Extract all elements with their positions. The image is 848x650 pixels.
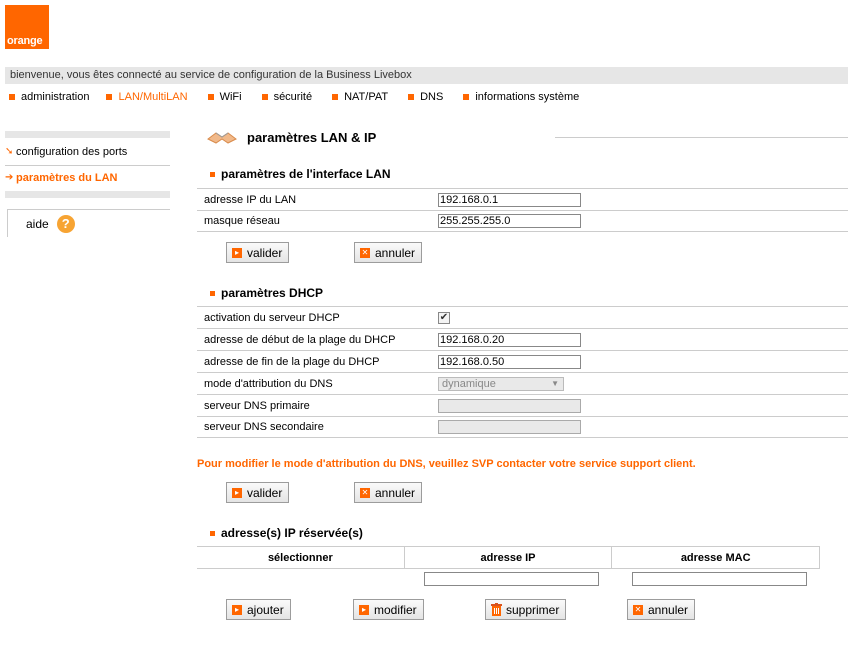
button-label: supprimer	[506, 602, 560, 617]
close-icon: ✕	[361, 487, 369, 497]
bullet-icon	[208, 94, 214, 100]
checkmark-icon: ✔	[439, 312, 449, 323]
column-header-mac: adresse MAC	[612, 547, 820, 569]
orange-logo	[5, 5, 49, 49]
button-label: annuler	[375, 245, 416, 260]
dhcp-validate-button[interactable]	[226, 482, 289, 503]
nav-label: WiFi	[219, 91, 242, 103]
dhcp-start-label: adresse de début de la plage du DHCP	[204, 333, 396, 346]
bullet-icon	[463, 94, 469, 100]
bullet-icon	[106, 94, 112, 100]
top-nav	[9, 91, 599, 103]
button-label: valider	[247, 485, 283, 500]
dns-mode-row	[197, 372, 848, 394]
button-label: annuler	[648, 602, 689, 617]
close-icon: ✕	[634, 604, 642, 614]
lan-ip-row	[197, 188, 848, 210]
nav-label: administration	[21, 91, 90, 103]
help-label: aide	[26, 216, 49, 231]
chevron-down-icon: ▼	[551, 378, 559, 388]
nav-label: DNS	[420, 91, 444, 103]
dns-mode-label: mode d'attribution du DNS	[204, 377, 333, 390]
lan-mask-input[interactable]	[438, 214, 581, 228]
sidebar-item-label: configuration des ports	[16, 146, 128, 158]
column-header-select: sélectionner	[197, 547, 404, 569]
bullet-icon	[332, 94, 338, 100]
dhcp-section-title	[210, 286, 323, 300]
arrow-right-icon: ➔	[5, 172, 14, 183]
bullet-icon	[210, 291, 215, 296]
dhcp-start-input[interactable]	[438, 333, 581, 347]
dns1-row	[197, 394, 848, 416]
lan-ip-input[interactable]	[438, 193, 581, 207]
sidebar-bottom-bar	[5, 191, 170, 198]
lan-section-title	[210, 167, 391, 181]
button-label: modifier	[374, 602, 417, 617]
reserved-ip-input[interactable]	[424, 572, 599, 586]
dhcp-enable-checkbox[interactable]	[438, 312, 450, 324]
arrow-icon: ▸	[232, 605, 242, 615]
dhcp-enable-label: activation du serveur DHCP	[204, 311, 340, 324]
reserved-mac-input[interactable]	[632, 572, 807, 586]
button-label: annuler	[375, 485, 416, 500]
title-divider	[555, 137, 848, 138]
section-title-text: paramètres de l'interface LAN	[221, 167, 391, 181]
bullet-icon	[262, 94, 268, 100]
column-header-ip: adresse IP	[404, 547, 612, 569]
button-label: valider	[247, 245, 283, 260]
sidebar-item-label: paramètres du LAN	[16, 172, 118, 184]
arrow-right-icon: ➘	[5, 146, 14, 157]
dns1-label: serveur DNS primaire	[204, 399, 310, 412]
nav-item-securite[interactable]	[262, 91, 313, 103]
nav-item-administration[interactable]	[9, 91, 89, 103]
modify-button[interactable]	[353, 599, 424, 620]
dhcp-cancel-button[interactable]	[354, 482, 422, 503]
dns1-input[interactable]	[438, 399, 581, 413]
section-title-text: adresse(s) IP réservée(s)	[221, 526, 363, 540]
nav-item-dns[interactable]	[408, 91, 443, 103]
nav-label: sécurité	[273, 91, 313, 103]
lan-validate-button[interactable]	[226, 242, 289, 263]
dhcp-start-row	[197, 328, 848, 350]
section-title-text: paramètres DHCP	[221, 286, 324, 300]
bullet-icon	[210, 531, 215, 536]
button-label: ajouter	[247, 602, 284, 617]
close-icon: ✕	[361, 247, 369, 257]
dhcp-end-input[interactable]	[438, 355, 581, 369]
dhcp-enable-row	[197, 306, 848, 328]
dns2-label: serveur DNS secondaire	[204, 421, 324, 433]
dhcp-end-row	[197, 350, 848, 372]
nav-item-nat-pat[interactable]	[332, 91, 388, 103]
dns2-row	[197, 416, 848, 438]
nav-label: NAT/PAT	[344, 91, 389, 103]
bullet-icon	[9, 94, 15, 100]
sidebar-item-parametres-du-lan[interactable]	[5, 166, 170, 190]
nav-label: informations système	[475, 91, 580, 103]
logo-text: orange	[7, 35, 43, 47]
reserved-section-title	[210, 526, 363, 540]
lan-ip-label: adresse IP du LAN	[204, 193, 297, 206]
sidebar-item-configuration-des-ports[interactable]	[5, 140, 170, 164]
reserved-ip-table	[197, 546, 820, 569]
arrow-icon: ▸	[359, 605, 369, 615]
trash-icon	[491, 603, 502, 616]
nav-item-wifi[interactable]	[208, 91, 242, 103]
dns2-input[interactable]	[438, 420, 581, 434]
lan-cancel-button[interactable]	[354, 242, 422, 263]
arrow-icon: ▸	[232, 488, 242, 498]
dns-warning-text: Pour modifier le mode d'attribution du DNS, veuillez SVP contacter votre service support client.	[197, 458, 696, 470]
welcome-bar: bienvenue, vous êtes connecté au service de configuration de la Business Livebox	[5, 67, 848, 84]
arrow-icon: ▸	[232, 248, 242, 258]
nav-item-informations-systeme[interactable]	[463, 91, 579, 103]
nav-item-lan-multilan[interactable]	[106, 91, 187, 103]
dhcp-end-label: adresse de fin de la plage du DHCP	[204, 355, 380, 368]
reserved-cancel-button[interactable]	[627, 599, 695, 620]
help-link[interactable]	[7, 209, 170, 237]
page-title: paramètres LAN & IP	[247, 129, 377, 145]
page-title-block	[206, 129, 376, 145]
delete-button[interactable]	[485, 599, 566, 620]
lan-mask-label: masque réseau	[204, 215, 280, 227]
add-button[interactable]	[226, 599, 291, 620]
bullet-icon	[408, 94, 414, 100]
bullet-icon	[210, 172, 215, 177]
dns-mode-select[interactable]	[438, 377, 564, 391]
sidebar-top-bar	[5, 131, 170, 138]
select-value: dynamique	[442, 377, 496, 390]
network-cable-icon	[206, 129, 238, 145]
lan-mask-row	[197, 210, 848, 232]
help-icon: ?	[57, 215, 75, 233]
nav-label: LAN/MultiLAN	[118, 91, 188, 103]
